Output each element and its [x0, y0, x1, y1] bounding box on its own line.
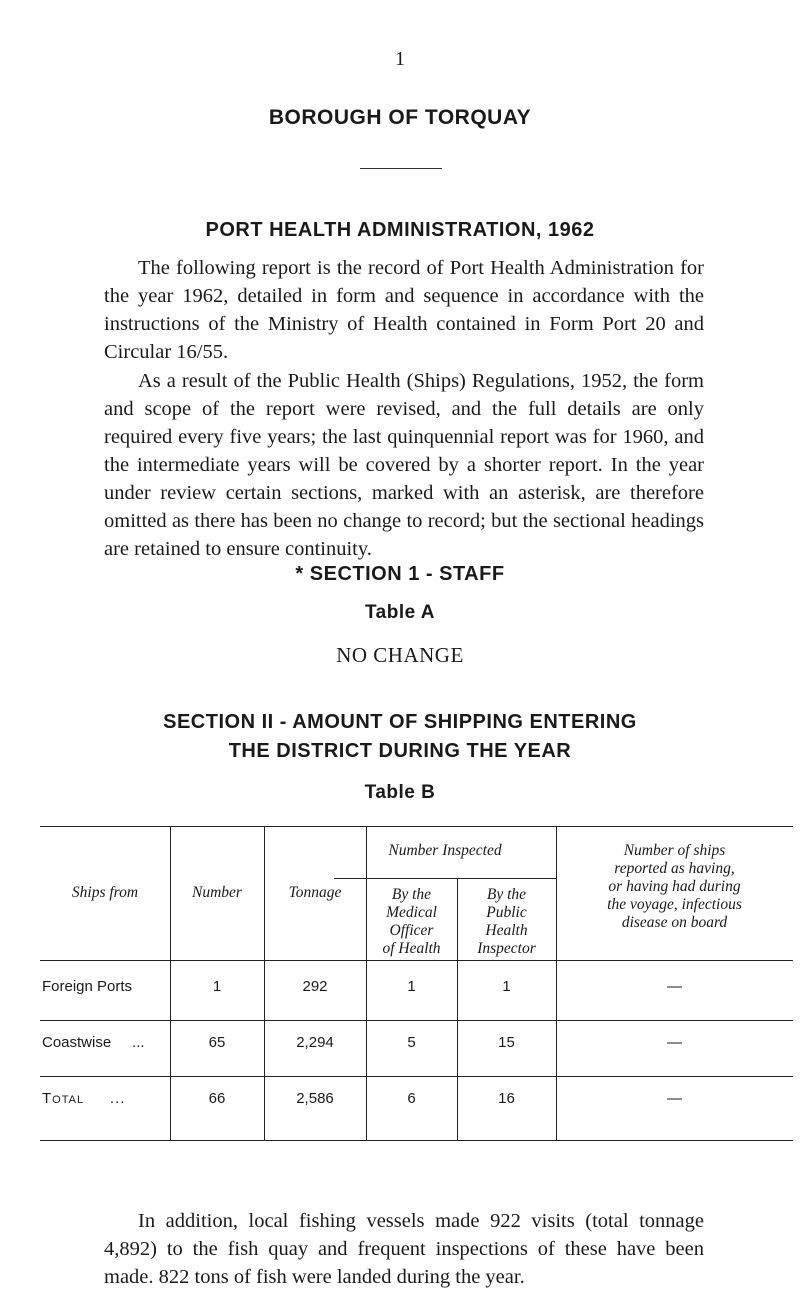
cell-total-number: 66 [208, 1090, 226, 1107]
section2-heading-line1: SECTION II - AMOUNT OF SHIPPING ENTERING [163, 711, 637, 733]
header-infectious-line2: reported as having, [614, 860, 735, 877]
cell-coastwise-phi: 15 [498, 1034, 515, 1051]
header-by-phi-line4: Inspector [477, 940, 536, 957]
row-rule-2 [40, 1076, 793, 1077]
header-infectious [556, 842, 793, 932]
header-number-inspected: Number Inspected [388, 842, 502, 859]
cell-total-infectious: — [667, 1090, 682, 1107]
cell-coastwise-infectious: — [667, 1034, 682, 1051]
table-bottom-rule [40, 1140, 793, 1141]
header-ships-from: Ships from [71, 884, 139, 901]
header-by-phi-line3: Health [485, 922, 528, 939]
section2-heading-line2: THE DISTRICT DURING THE YEAR [228, 740, 572, 762]
cell-total-moh: 6 [407, 1090, 416, 1107]
intro-paragraph: The following report is the record of Port Health Administration for the year 1962, detailed in form and sequence in accordance with the instructions of the Ministry of Health contained in Form Port 20 and Circular 16/55. [104, 257, 704, 363]
table-top-rule [40, 826, 793, 827]
cell-foreign-infectious: — [667, 978, 682, 995]
document-title: BOROUGH OF TORQUAY [268, 106, 532, 129]
table-a-label: Table A [364, 602, 435, 623]
header-by-moh-line3: Officer [389, 922, 434, 939]
fishing-paragraph: In addition, local fishing vessels made 922 visits (total tonnage 4,892) to the fish quay and frequent inspections of these have been made. 822 tons of fish were landed during the year. [104, 1210, 704, 1288]
header-by-moh-line4: of Health [382, 940, 441, 957]
header-tonnage: Tonnage [288, 884, 342, 901]
cell-total-tonnage: 2,586 [296, 1090, 334, 1107]
section1-heading: * SECTION 1 - STAFF [295, 563, 505, 585]
header-infectious-line4: the voyage, infectious [607, 896, 742, 913]
table-b [40, 826, 793, 1186]
section-heading: PORT HEALTH ADMINISTRATION, 1962 [205, 219, 595, 241]
header-infectious-line1: Number of ships [623, 842, 726, 859]
regulations-paragraph: As a result of the Public Health (Ships) Regulations, 1952, the form and scope of the report were revised, and the full details are only required every five years; the last quinquennial report was for 1960, and the intermediate years will be covered by a shorter report. In the year under review certain sections, marked with an asterisk, are therefore omitted as there has been no change to record; but the sectional headings are retained to ensure continuity. [104, 370, 704, 560]
cell-total-phi: 16 [498, 1090, 515, 1107]
header-by-phi-line1: By the [486, 886, 527, 903]
title-divider [360, 168, 442, 169]
cell-foreign-moh: 1 [407, 978, 416, 995]
cell-coastwise-number: 65 [208, 1034, 226, 1051]
header-rule [40, 960, 793, 961]
header-by-moh [366, 886, 457, 958]
header-infectious-line3: or having had during [608, 878, 741, 895]
row-rule-1 [40, 1020, 793, 1021]
no-change-note: NO CHANGE [336, 643, 464, 667]
header-infectious-line5: disease on board [621, 914, 728, 931]
row-label-foreign: Foreign Ports [42, 978, 133, 995]
cell-foreign-phi: 1 [502, 978, 511, 995]
cell-coastwise-tonnage: 2,294 [296, 1034, 334, 1051]
cell-foreign-tonnage: 292 [302, 978, 328, 995]
cell-coastwise-moh: 5 [407, 1034, 416, 1051]
inspected-subrule [334, 878, 556, 879]
header-by-moh-line1: By the [391, 886, 432, 903]
header-by-phi-line2: Public [486, 904, 527, 921]
header-by-phi [457, 886, 556, 958]
header-number: Number [192, 884, 242, 901]
cell-foreign-number: 1 [212, 978, 222, 995]
header-by-moh-line2: Medical [386, 904, 437, 921]
page-number: 1 [395, 48, 405, 70]
row-label-total: Total ... [42, 1090, 126, 1107]
row-label-coastwise: Coastwise ... [42, 1034, 145, 1051]
table-b-label: Table B [364, 782, 436, 803]
